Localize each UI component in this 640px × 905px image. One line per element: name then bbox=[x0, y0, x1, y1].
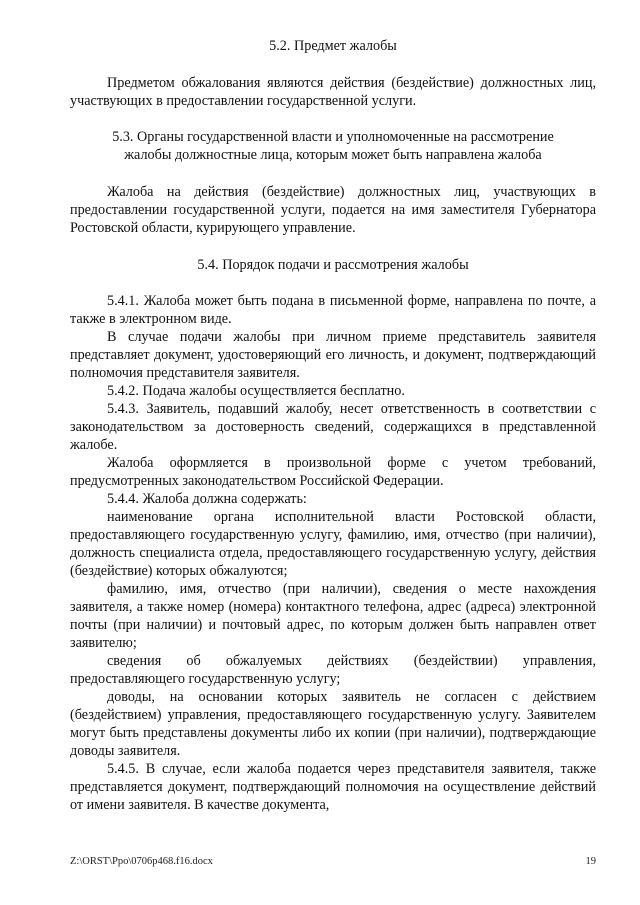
paragraph: 5.4.3. Заявитель, подавший жалобу, несет ответственность в соответствии с законодательством за достоверность сведений, содержащихся в представленной жалобе. bbox=[70, 401, 596, 453]
paragraph: 5.4.1. Жалоба может быть подана в письменной форме, направлена по почте, а также в электронном виде. bbox=[70, 293, 596, 327]
page-number: 19 bbox=[585, 856, 596, 867]
paragraph: доводы, на основании которых заявитель не согласен с действием (бездействием) управления, предоставляющего государственную услугу. Заявителем могут быть представлены документы либо их копии (при наличии), подтверждающие доводы заявителя. bbox=[70, 689, 596, 759]
section-5-4-body bbox=[70, 292, 596, 814]
section-heading-5-4: 5.4. Порядок подачи и рассмотрения жалобы bbox=[197, 257, 469, 273]
paragraph: Жалоба оформляется в произвольной форме с учетом требований, предусмотренных законодательством Российской Федерации. bbox=[70, 455, 596, 489]
paragraph: наименование органа исполнительной власти Ростовской области, предоставляющего государственную услугу, фамилию, имя, отчество (при наличии), должность специалиста отдела, предоставляющего государственную услугу, действия (бездействие) которых обжалуются; bbox=[70, 509, 596, 579]
paragraph: 5.4.5. В случае, если жалоба подается через представителя заявителя, также представляется документ, подтверждающий полномочия на осуществление действий от имени заявителя. В качестве документа, bbox=[70, 761, 596, 813]
section-heading-5-3: 5.3. Органы государственной власти и уполномоченные на рассмотрение жалобы должностные лица, которым может быть направлена жалоба bbox=[112, 129, 554, 163]
paragraph: 5.4.4. Жалоба должна содержать: bbox=[107, 491, 307, 507]
paragraph: 5.4.2. Подача жалобы осуществляется бесплатно. bbox=[107, 383, 405, 399]
page-footer bbox=[70, 856, 596, 868]
footer-file-path: Z:\ORST\Ppo\0706p468.f16.docx bbox=[70, 856, 213, 867]
paragraph: В случае подачи жалобы при личном приеме представитель заявителя представляет документ, удостоверяющий его личность, и документ, подтверждающий полномочия представителя заявителя. bbox=[70, 329, 596, 381]
paragraph: Жалоба на действия (бездействие) должностных лиц, участвующих в предоставлении государственной услуги, подается на имя заместителя Губернатора Ростовской области, курирующего управление. bbox=[70, 184, 596, 236]
paragraph: Предметом обжалования являются действия (бездействие) должностных лиц, участвующих в предоставлении государственной услуги. bbox=[70, 75, 596, 109]
paragraph: фамилию, имя, отчество (при наличии), сведения о месте нахождения заявителя, а также номер (номера) контактного телефона, адрес (адреса) электронной почты (при наличии) и почтовый адрес, по которым должен быть направлен ответ заявителю; bbox=[70, 581, 596, 651]
paragraph: сведения об обжалуемых действиях (бездействии) управления, предоставляющего государственную услугу; bbox=[70, 653, 596, 687]
section-heading-5-2: 5.2. Предмет жалобы bbox=[269, 38, 397, 54]
